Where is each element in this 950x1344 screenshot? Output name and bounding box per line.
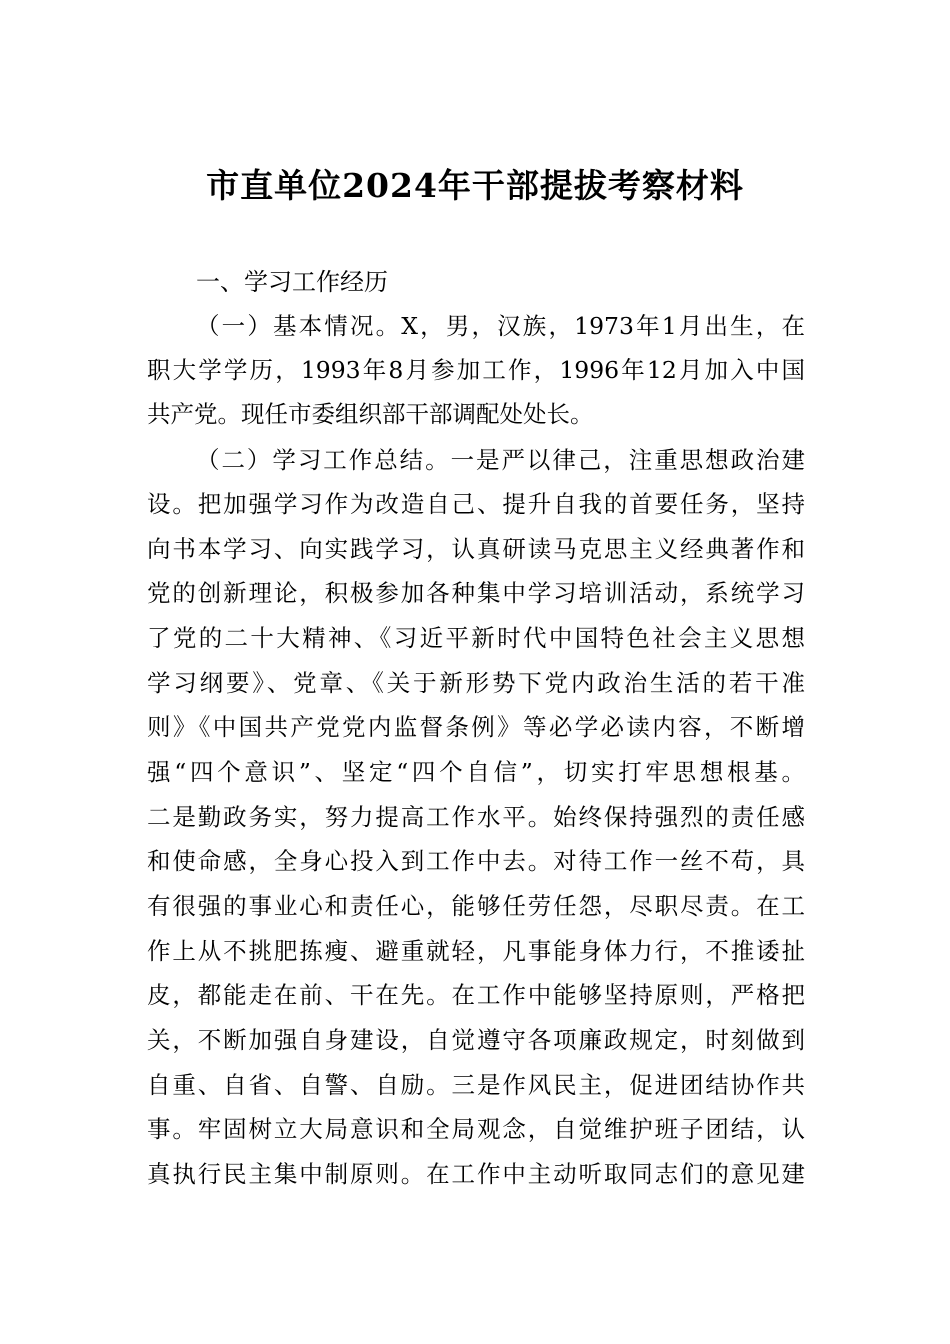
paragraph-line: 有很强的事业心和责任心，能够任劳任怨，尽职尽责。在工 <box>147 892 805 920</box>
paragraph-line: 设。把加强学习作为改造自己、提升自我的首要任务，坚持 <box>147 490 805 518</box>
paragraph-line: 自重、自省、自警、自励。三是作风民主，促进团结协作共 <box>147 1071 805 1099</box>
paragraph-line: 职大学学历，1993年8月参加工作，1996年12月加入中国 <box>147 356 805 384</box>
paragraph-line: 党的创新理论，积极参加各种集中学习培训活动，系统学习 <box>147 579 805 607</box>
paragraph-line: （二）学习工作总结。一是严以律己，注重思想政治建 <box>196 446 805 474</box>
paragraph-line: 了党的二十大精神、《习近平新时代中国特色社会主义思想 <box>147 624 805 652</box>
paragraph-line: 共产党。现任市委组织部干部调配处处长。 <box>147 400 594 428</box>
paragraph-line: 向书本学习、向实践学习，认真研读马克思主义经典著作和 <box>147 535 805 563</box>
paragraph-line: 二是勤政务实，努力提高工作水平。始终保持强烈的责任感 <box>147 803 805 831</box>
section-heading: 一、学习工作经历 <box>196 268 388 296</box>
paragraph-line: 则》《中国共产党党内监督条例》等必学必读内容，不断增 <box>147 713 805 741</box>
document-title: 市直单位2024年干部提拔考察材料 <box>206 166 744 205</box>
paragraph-line: 真执行民主集中制原则。在工作中主动听取同志们的意见建 <box>147 1160 805 1188</box>
paragraph-line: （一）基本情况。X，男，汉族，1973年1月出生，在 <box>196 312 805 340</box>
paragraph-line: 关，不断加强自身建设，自觉遵守各项廉政规定，时刻做到 <box>147 1026 805 1054</box>
paragraph-line: 事。牢固树立大局意识和全局观念，自觉维护班子团结，认 <box>147 1115 805 1143</box>
paragraph-line: 作上从不挑肥拣瘦、避重就轻，凡事能身体力行，不推诿扯 <box>147 937 805 965</box>
paragraph-line: 和使命感，全身心投入到工作中去。对待工作一丝不苟，具 <box>147 847 805 875</box>
paragraph-line: 学习纲要》、党章、《关于新形势下党内政治生活的若干准 <box>147 669 805 697</box>
paragraph-line: 皮，都能走在前、干在先。在工作中能够坚持原则，严格把 <box>147 981 805 1009</box>
paragraph-line: 强“四个意识”、坚定“四个自信”，切实打牢思想根基。 <box>147 758 805 786</box>
